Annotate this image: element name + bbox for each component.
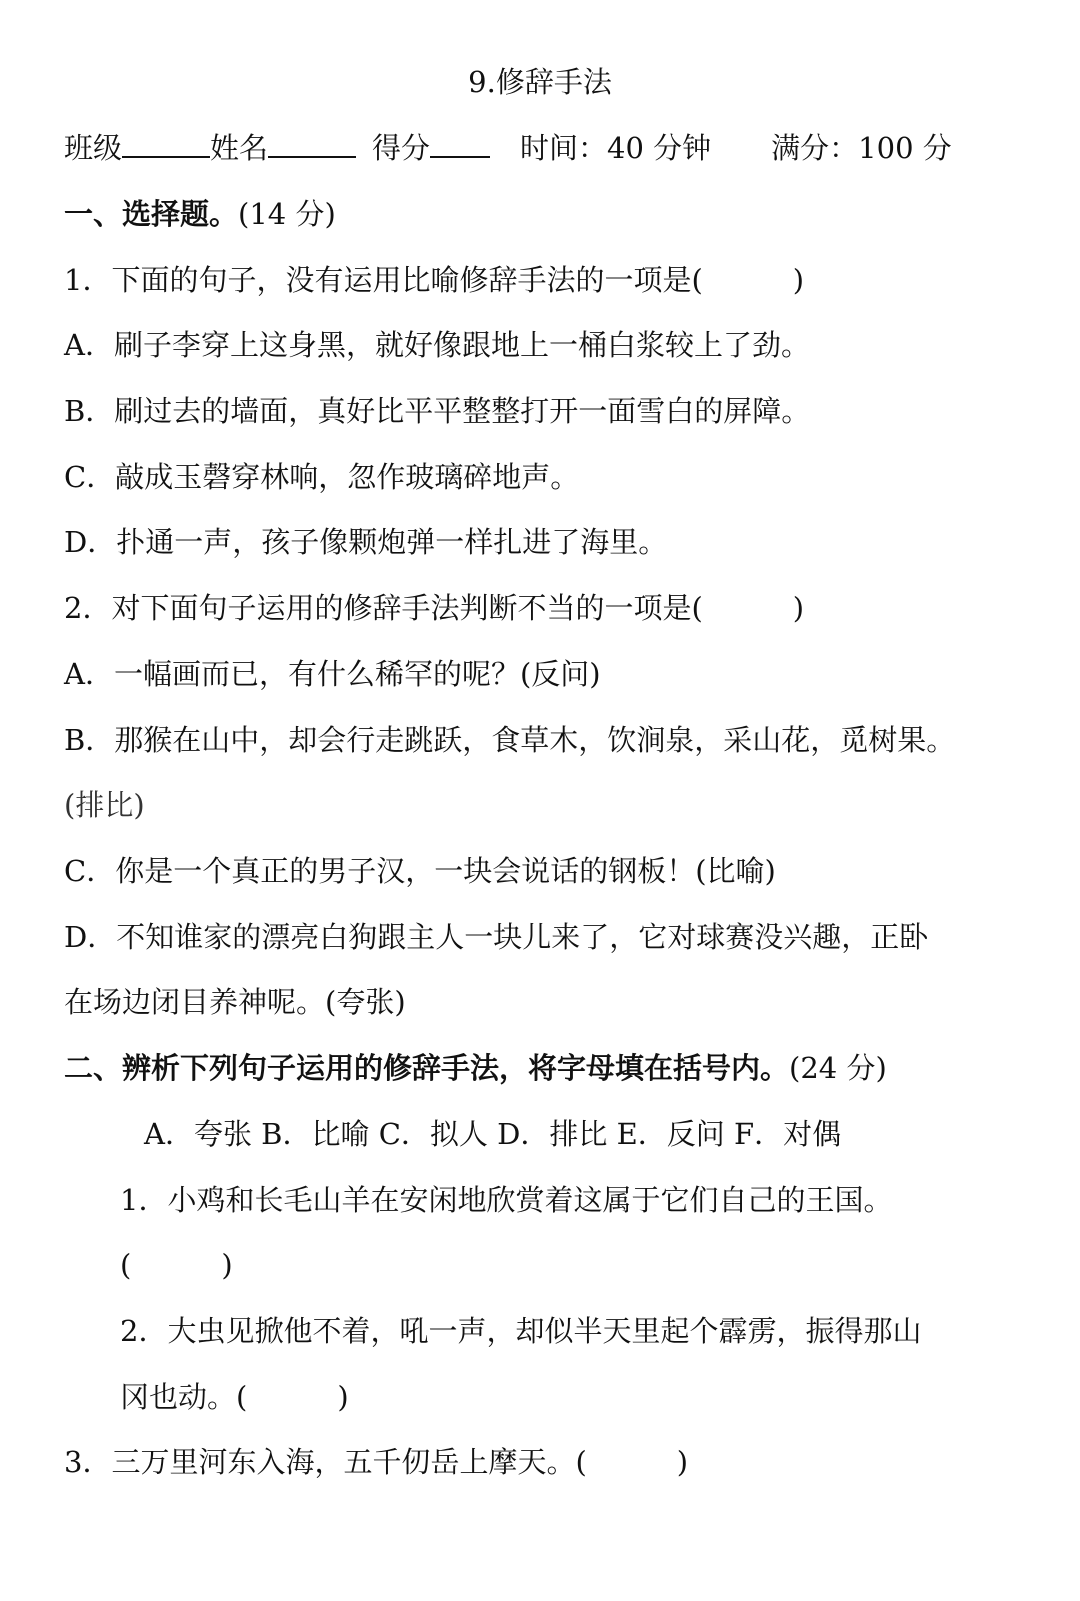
section2-points: (24 分) — [789, 1051, 887, 1085]
q2-option-d-line2: 在场边闭目养神呢。(夸张) — [64, 985, 406, 1019]
s2-q2-line1: 2．大虫见掀他不着，吼一声，却似半天里起个霹雳，振得那山 — [120, 1314, 922, 1348]
time-label: 时间：40 分钟 — [520, 131, 712, 165]
q1-option-a: A．刷子李穿上这身黑，就好像跟地上一桶白浆较上了劲。 — [64, 328, 810, 362]
section1-title: 一、选择题。 — [64, 197, 239, 231]
s2-q1-close-paren: ) — [221, 1248, 233, 1282]
name-label: 姓名 — [210, 131, 269, 165]
q2-option-c: C．你是一个真正的男子汉，一块会说话的钢板！(比喻) — [64, 854, 776, 888]
q2-option-b-line1: B．那猴在山中，却会行走跳跃，食草木，饮涧泉，采山花，觅树果。 — [64, 723, 956, 757]
q1-stem-text: 1．下面的句子，没有运用比喻修辞手法的一项是( — [64, 263, 703, 297]
score-label: 得分 — [372, 131, 431, 165]
q1-option-b: B．刷过去的墙面，真好比平平整整打开一面雪白的屏障。 — [64, 394, 811, 428]
q1-stem — [64, 260, 804, 300]
section2-title: 二、辨析下列句子运用的修辞手法，将字母填在括号内。 — [64, 1051, 790, 1085]
q1-option-d: D．扑通一声，孩子像颗炮弹一样扎进了海里。 — [64, 525, 668, 559]
s2-q1-line1: 1．小鸡和长毛山羊在安闲地欣赏着这属于它们自己的王国。 — [120, 1183, 893, 1217]
q1-option-c: C．敲成玉磬穿林响，忽作玻璃碎地声。 — [64, 460, 580, 494]
q2-stem-text: 2．对下面句子运用的修辞手法判断不当的一项是( — [64, 591, 703, 625]
q1-close-paren: ) — [792, 263, 805, 297]
q2-option-a: A．一幅画而已，有什么稀罕的呢？(反问) — [64, 657, 601, 691]
s2-q2-text: 冈也动。( — [120, 1380, 248, 1414]
section1-heading — [64, 194, 336, 234]
name-blank[interactable] — [268, 130, 356, 158]
s2-q1-line2 — [120, 1245, 233, 1285]
class-blank[interactable] — [122, 130, 210, 158]
class-label: 班级 — [64, 131, 123, 165]
q2-option-d-line1: D．不知谁家的漂亮白狗跟主人一块儿来了，它对球赛没兴趣，正卧 — [64, 920, 929, 954]
s2-q3-line — [64, 1442, 688, 1482]
s2-q1-open-paren: ( — [120, 1248, 132, 1282]
section2-heading — [64, 1048, 887, 1088]
section2-choices: A．夸张 B．比喻 C．拟人 D．排比 E．反问 F．对偶 — [144, 1117, 842, 1151]
s2-q2-line2 — [120, 1377, 349, 1417]
q2-option-b-line2: (排比) — [64, 788, 145, 822]
score-blank[interactable] — [430, 130, 490, 158]
header-info-row — [64, 128, 952, 168]
section1-points: (14 分) — [238, 197, 336, 231]
q2-stem — [64, 588, 804, 628]
s2-q2-close-paren: ) — [337, 1380, 349, 1414]
s2-q3-close-paren: ) — [676, 1445, 689, 1479]
s2-q3-text: 3．三万里河东入海，五千仞岳上摩天。( — [64, 1445, 587, 1479]
q2-close-paren: ) — [792, 591, 805, 625]
page-title: 9.修辞手法 — [468, 65, 612, 99]
full-score-label: 满分：100 分 — [771, 131, 952, 165]
